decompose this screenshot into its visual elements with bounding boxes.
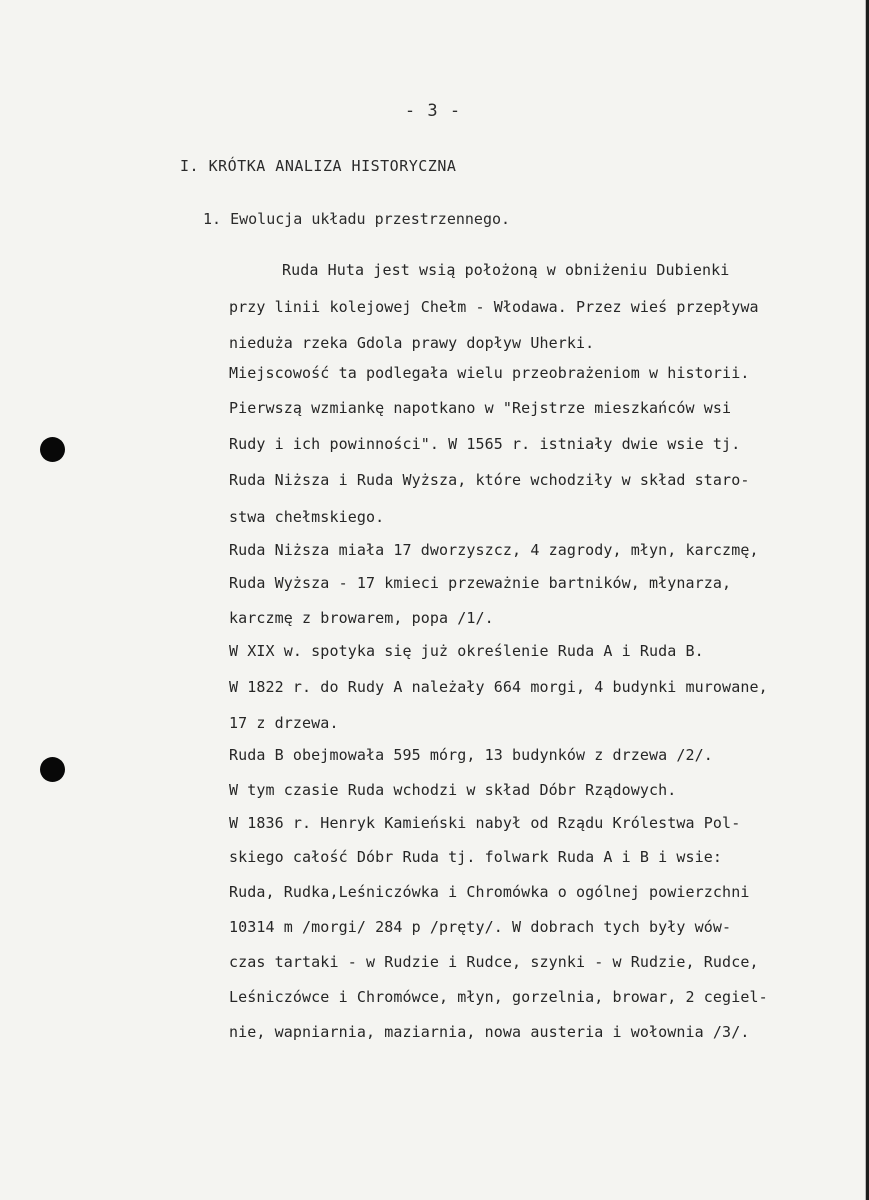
text-line: W XIX w. spotyka się już określenie Ruda A i Ruda B.	[229, 642, 704, 660]
text-line: Pierwszą wzmiankę napotkano w "Rejstrze mieszkańców wsi	[229, 399, 732, 417]
text-line: stwa chełmskiego.	[229, 508, 385, 526]
section-heading: I. KRÓTKA ANALIZA HISTORYCZNA	[180, 157, 457, 175]
text-line: 17 z drzewa.	[229, 714, 339, 732]
text-line: Ruda B obejmowała 595 mórg, 13 budynków z drzewa /2/.	[229, 746, 713, 764]
text-line: Ruda Huta jest wsią położoną w obniżeniu Dubienki	[282, 261, 730, 279]
text-line: Leśniczówce i Chromówce, młyn, gorzelnia, browar, 2 cegiel-	[229, 988, 768, 1006]
text-line: nie, wapniarnia, maziarnia, nowa austeria i wołownia /3/.	[229, 1023, 750, 1041]
text-line: Ruda, Rudka,Leśniczówka i Chromówka o ogólnej powierzchni	[229, 883, 750, 901]
page-number: - 3 -	[404, 101, 462, 121]
text-line: skiego całość Dóbr Ruda tj. folwark Ruda A i B i wsie:	[229, 848, 723, 866]
text-line: W 1822 r. do Rudy A należały 664 morgi, 4 budynki murowane,	[229, 678, 768, 696]
text-line: Rudy i ich powinności". W 1565 r. istniały dwie wsie tj.	[229, 435, 741, 453]
text-line: W tym czasie Ruda wchodzi w skład Dóbr Rządowych.	[229, 781, 677, 799]
text-line: 10314 m /morgi/ 284 p /pręty/. W dobrach tych były wów-	[229, 918, 732, 936]
text-line: karczmę z browarem, popa /1/.	[229, 609, 494, 627]
text-line: Ruda Niższa miała 17 dworzyszcz, 4 zagrody, młyn, karczmę,	[229, 541, 759, 559]
text-line: W 1836 r. Henryk Kamieński nabył od Rządu Królestwa Pol-	[229, 814, 741, 832]
text-line: przy linii kolejowej Chełm - Włodawa. Przez wieś przepływa	[229, 298, 759, 316]
text-line: Miejscowość ta podlegała wielu przeobrażeniom w historii.	[229, 364, 750, 382]
subsection-heading: 1. Ewolucja układu przestrzennego.	[203, 210, 511, 228]
text-line: nieduża rzeka Gdola prawy dopływ Uherki.	[229, 334, 595, 352]
text-line: Ruda Wyższa - 17 kmieci przeważnie bartników, młynarza,	[229, 574, 732, 592]
text-line: czas tartaki - w Rudzie i Rudce, szynki - w Rudzie, Rudce,	[229, 953, 759, 971]
text-line: Ruda Niższa i Ruda Wyższa, które wchodziły w skład staro-	[229, 471, 750, 489]
